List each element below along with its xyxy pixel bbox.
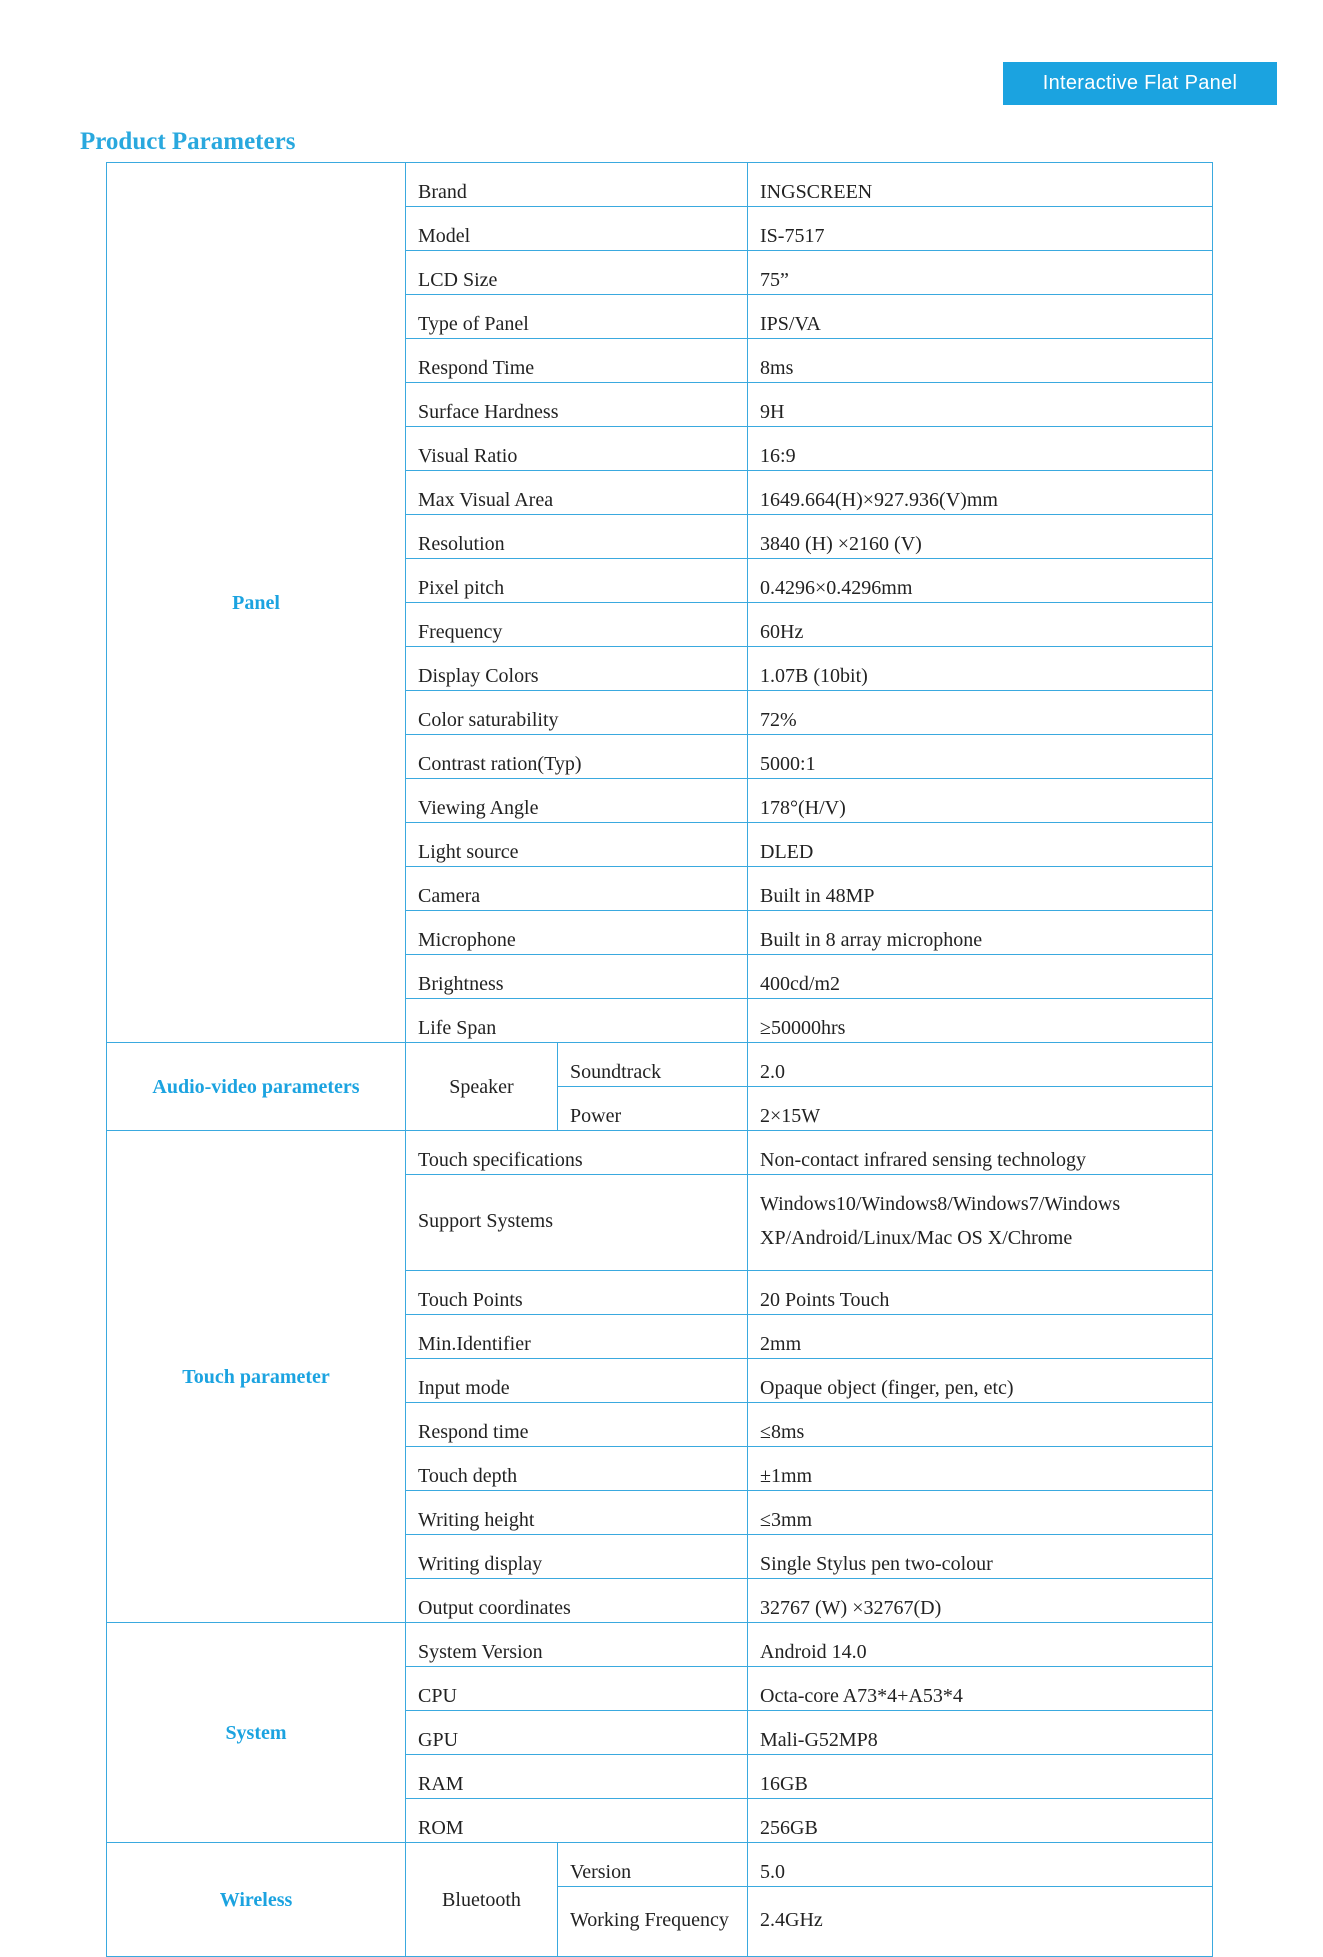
param-value: 2.0 <box>748 1043 1213 1087</box>
param-value: IPS/VA <box>748 295 1213 339</box>
category-audio-video: Audio-video parameters <box>107 1043 406 1131</box>
param-value: Mali-G52MP8 <box>748 1711 1213 1755</box>
category-panel: Panel <box>107 163 406 1043</box>
table-row <box>107 1043 1213 1087</box>
category-wireless: Wireless <box>107 1843 406 1957</box>
group-speaker: Speaker <box>406 1043 558 1131</box>
param-label: Model <box>406 207 748 251</box>
param-value: 5000:1 <box>748 735 1213 779</box>
param-value: 2.4GHz <box>748 1887 1213 1957</box>
header-badge: Interactive Flat Panel <box>1003 62 1277 105</box>
param-label: Support Systems <box>406 1175 748 1271</box>
param-value: 2×15W <box>748 1087 1213 1131</box>
param-label: LCD Size <box>406 251 748 295</box>
param-value: ≤8ms <box>748 1403 1213 1447</box>
param-value: 60Hz <box>748 603 1213 647</box>
param-label: Display Colors <box>406 647 748 691</box>
param-label: Pixel pitch <box>406 559 748 603</box>
param-value: 400cd/m2 <box>748 955 1213 999</box>
param-label: Contrast ration(Typ) <box>406 735 748 779</box>
table-row <box>107 1131 1213 1175</box>
param-label: Output coordinates <box>406 1579 748 1623</box>
category-system: System <box>107 1623 406 1843</box>
param-value: ≤3mm <box>748 1491 1213 1535</box>
param-value: 1.07B (10bit) <box>748 647 1213 691</box>
param-value: ≥50000hrs <box>748 999 1213 1043</box>
group-bluetooth: Bluetooth <box>406 1843 558 1957</box>
param-value: IS-7517 <box>748 207 1213 251</box>
category-touch: Touch parameter <box>107 1131 406 1623</box>
spec-table <box>106 162 1213 1957</box>
param-value: Non-contact infrared sensing technology <box>748 1131 1213 1175</box>
param-label: Soundtrack <box>558 1043 748 1087</box>
param-value: Built in 48MP <box>748 867 1213 911</box>
param-value: 1649.664(H)×927.936(V)mm <box>748 471 1213 515</box>
param-value: Android 14.0 <box>748 1623 1213 1667</box>
param-value: 9H <box>748 383 1213 427</box>
param-label: RAM <box>406 1755 748 1799</box>
param-label: Type of Panel <box>406 295 748 339</box>
param-value: Octa-core A73*4+A53*4 <box>748 1667 1213 1711</box>
param-label: Viewing Angle <box>406 779 748 823</box>
param-label: Life Span <box>406 999 748 1043</box>
page-title: Product Parameters <box>80 128 296 155</box>
param-value: 2mm <box>748 1315 1213 1359</box>
param-value: Opaque object (finger, pen, etc) <box>748 1359 1213 1403</box>
param-label: Microphone <box>406 911 748 955</box>
param-label: Writing display <box>406 1535 748 1579</box>
param-label: Touch Points <box>406 1271 748 1315</box>
param-label: Resolution <box>406 515 748 559</box>
param-label: Visual Ratio <box>406 427 748 471</box>
param-value: Windows10/Windows8/Windows7/Windows XP/Android/Linux/Mac OS X/Chrome <box>748 1175 1213 1271</box>
param-label: GPU <box>406 1711 748 1755</box>
param-value: 32767 (W) ×32767(D) <box>748 1579 1213 1623</box>
param-label: Writing height <box>406 1491 748 1535</box>
param-label: Min.Identifier <box>406 1315 748 1359</box>
param-label: Light source <box>406 823 748 867</box>
param-value: 16:9 <box>748 427 1213 471</box>
param-value: 256GB <box>748 1799 1213 1843</box>
param-label: Camera <box>406 867 748 911</box>
param-value: Single Stylus pen two-colour <box>748 1535 1213 1579</box>
param-label: Working Frequency <box>558 1887 748 1957</box>
param-value: 5.0 <box>748 1843 1213 1887</box>
table-row <box>107 1623 1213 1667</box>
param-label: Power <box>558 1087 748 1131</box>
param-value: 8ms <box>748 339 1213 383</box>
param-label: Brightness <box>406 955 748 999</box>
param-label: Input mode <box>406 1359 748 1403</box>
param-value: ±1mm <box>748 1447 1213 1491</box>
param-value: 75” <box>748 251 1213 295</box>
param-label: ROM <box>406 1799 748 1843</box>
param-label: Frequency <box>406 603 748 647</box>
table-row <box>107 163 1213 207</box>
param-label: Touch specifications <box>406 1131 748 1175</box>
param-label: CPU <box>406 1667 748 1711</box>
param-value: 0.4296×0.4296mm <box>748 559 1213 603</box>
param-value: 16GB <box>748 1755 1213 1799</box>
param-value: 3840 (H) ×2160 (V) <box>748 515 1213 559</box>
param-value: 72% <box>748 691 1213 735</box>
param-label: Max Visual Area <box>406 471 748 515</box>
param-label: Respond Time <box>406 339 748 383</box>
param-label: Color saturability <box>406 691 748 735</box>
param-label: Version <box>558 1843 748 1887</box>
param-label: Brand <box>406 163 748 207</box>
param-value: DLED <box>748 823 1213 867</box>
param-value: Built in 8 array microphone <box>748 911 1213 955</box>
param-label: Respond time <box>406 1403 748 1447</box>
param-value: INGSCREEN <box>748 163 1213 207</box>
param-label: Touch depth <box>406 1447 748 1491</box>
param-value: 20 Points Touch <box>748 1271 1213 1315</box>
param-value: 178°(H/V) <box>748 779 1213 823</box>
param-label: Surface Hardness <box>406 383 748 427</box>
table-row <box>107 1843 1213 1887</box>
param-label: System Version <box>406 1623 748 1667</box>
